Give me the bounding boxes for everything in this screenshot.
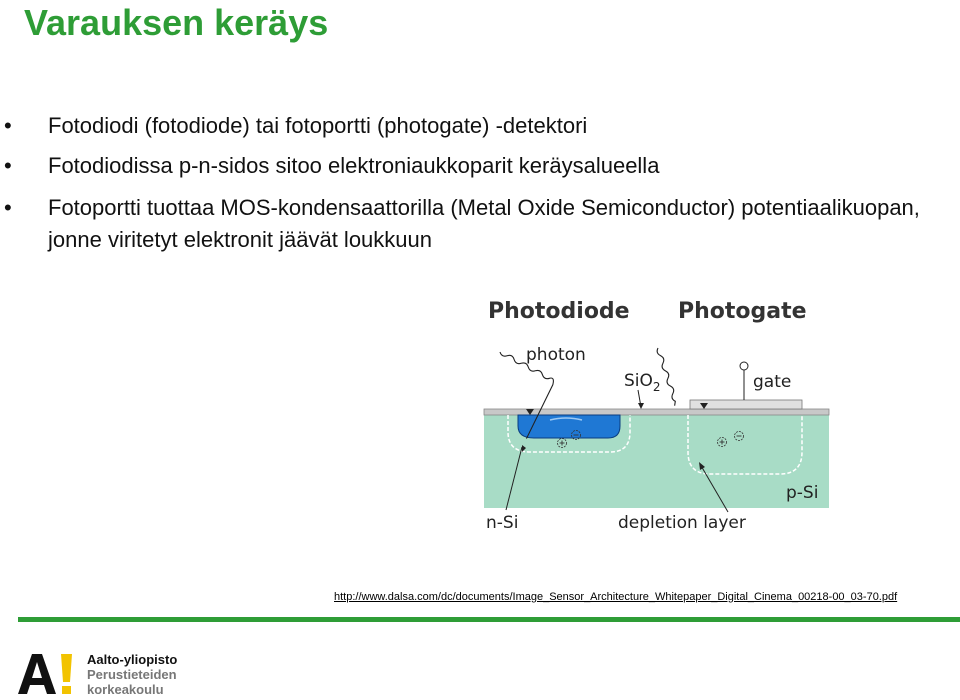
logo-letter-a (18, 654, 56, 694)
logo-exclamation-bar (61, 654, 72, 682)
photodiode-heading: Photodiode (488, 299, 630, 324)
bullet-text: Fotodiodi (fotodiode) tai fotoportti (photogate) -detektori (48, 113, 588, 138)
bullet-dot: • (4, 113, 12, 138)
logo-line-2: Perustieteiden (87, 667, 177, 682)
arrowhead-icon (638, 403, 644, 409)
logo-wordmark (87, 652, 177, 697)
footer-divider (18, 617, 960, 622)
logo-line-3: korkeakoulu (87, 682, 164, 697)
photodiode-photogate-diagram (478, 290, 838, 545)
logo-line-1: Aalto-yliopisto (87, 652, 178, 667)
bullet-item (4, 192, 948, 256)
sio2-text: SiO (624, 371, 653, 391)
bullet-item (4, 110, 948, 142)
logo-exclamation-dot (62, 686, 71, 694)
gate-label: gate (753, 372, 792, 392)
n-si-label: n-Si (486, 513, 519, 533)
sio2-label (624, 371, 661, 394)
slide-title: Varauksen keräys (24, 2, 329, 43)
photogate-heading: Photogate (678, 299, 807, 324)
bullet-text: Fotodiodissa p-n-sidos sitoo elektroniaukkoparit keräysalueella (48, 153, 660, 178)
p-si-label: p-Si (786, 483, 819, 503)
gate-terminal-icon (740, 362, 748, 370)
bullet-text: Fotoportti tuottaa MOS-kondensaattorilla (Metal Oxide Semiconductor) potentiaalikuopan, jonne viritetyt elektronit jäävät loukkuun (48, 195, 920, 252)
bullet-dot: • (4, 153, 12, 178)
sio2-layer (484, 409, 829, 415)
depletion-layer-label: depletion layer (618, 513, 746, 533)
sio2-subscript: 2 (652, 380, 661, 394)
source-link[interactable]: http://www.dalsa.com/dc/documents/Image_Sensor_Architecture_Whitepaper_Digital_Cinema_00218-00_03-70.pdf (334, 591, 898, 603)
photon-label: photon (526, 345, 586, 365)
photon-arrow-photogate (656, 347, 678, 405)
bullet-item (4, 150, 948, 182)
bullet-dot: • (4, 195, 12, 220)
aalto-logo (16, 648, 76, 696)
